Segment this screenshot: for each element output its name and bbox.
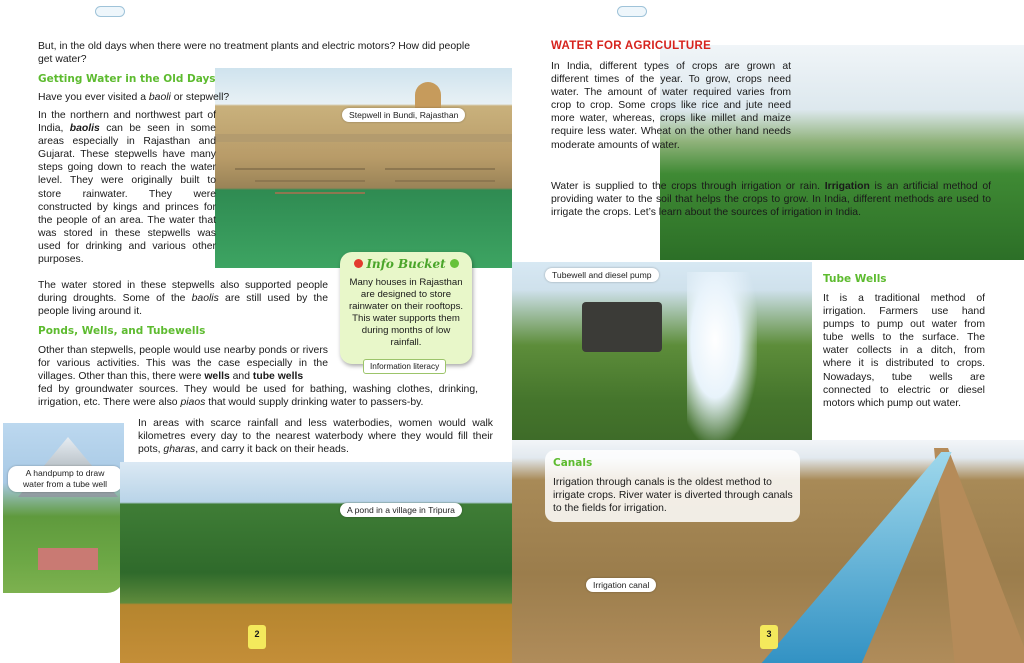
diesel-pump [582, 302, 662, 352]
intro-paragraph: But, in the old days when there were no treatment plants and electric motors? How did people get water? [38, 41, 470, 66]
caption-stepwell: Stepwell in Bundi, Rajasthan [342, 108, 465, 122]
cloud-icon [95, 6, 125, 17]
stepwell-step [385, 168, 495, 170]
cloud-icon [617, 6, 647, 17]
info-tag: Information literacy [363, 359, 446, 374]
heading-old-days: Getting Water in the Old Days [38, 73, 216, 85]
ponds-paragraph: Other than stepwells, people would use nearby ponds or rivers for various activities. This was the case especially in the villages. Other than this, there were wells and tube wells [38, 345, 328, 383]
heading-water-agriculture: WATER FOR AGRICULTURE [551, 40, 712, 52]
page-number: 2 [248, 625, 266, 649]
caption-canal: Irrigation canal [586, 578, 656, 592]
caption-pond: A pond in a village in Tripura [340, 503, 462, 517]
heading-ponds: Ponds, Wells, and Tubewells [38, 325, 206, 337]
heading-canals: Canals [553, 457, 593, 469]
caption-handpump: A handpump to draw water from a tube well [8, 466, 122, 492]
heading-tube-wells: Tube Wells [823, 273, 887, 285]
scarce-paragraph: In areas with scarce rainfall and less waterbodies, women would walk kilometres every day to the nearest waterbody where they would fill their pots, gharas, and carry it back on their heads. [138, 418, 493, 456]
canals-paragraph: Irrigation through canals is the oldest method to irrigate crops. River water is diverted through canals to the fields for irrigation. [553, 477, 793, 515]
baolis-paragraph: In the northern and northwest part of India, baolis can be seen in some areas especially in Rajasthan and Gujarat. These stepwells have many steps going down to reach the water level. They were originally built to store rainwater. They were constructed by kings and princes for the people of an area. The water that was stored in these stepwells was used for drinking and various other purposes. [38, 110, 216, 266]
caption-tubewell: Tubewell and diesel pump [545, 268, 659, 282]
handpump-photo [0, 420, 127, 596]
info-bucket-title: Info Bucket [366, 257, 446, 271]
stepwell-step [395, 180, 495, 182]
ponds-paragraph-cont: fed by groundwater sources. They would be used for bathing, washing clothes, drinking, irrigation, etc. There were also piaos that would supply drinking water to passers-by. [38, 384, 478, 409]
info-bucket-body: Many houses in Rajasthan are designed to store rainwater on their rooftops. This water supports them during months of low rainfall. [348, 277, 464, 348]
stepwell-step [235, 168, 365, 170]
stepwell-step [275, 192, 365, 194]
tubewell-photo [512, 262, 812, 447]
stepwell-wall [215, 134, 512, 142]
water-splash [687, 272, 757, 442]
stepwell-step [255, 180, 365, 182]
temple-dome [415, 82, 441, 108]
droughts-paragraph: The water stored in these stepwells also supported people during droughts. Some of the baolis are still used by the people living around it. [38, 280, 328, 318]
handpump-slab [38, 548, 98, 570]
tube-paragraph: It is a traditional method of irrigation. Farmers use hand pumps to pump out water from tube wells to the surface. The water collects in a ditch, from where it is distributed to crops. Nowadays, tube wells are connected to electric or diesel motors which pump out water. [823, 293, 985, 409]
irrigation-paragraph: Water is supplied to the crops through irrigation or rain. Irrigation is an artificial method of providing water to the soil that helps the crops to grow. In India, different methods are used to irrigate the crops. Let’s learn about the sources of irrigation in India. [551, 181, 991, 219]
pond-photo [120, 462, 512, 663]
baoli-question: Have you ever visited a baoli or stepwell? [38, 92, 230, 103]
page-number: 3 [760, 625, 778, 649]
crops-paragraph: In India, different types of crops are grown at different times of the year. To grow, crops need water. The amount of water required varies from crop to crop. Some crops like rice and jute need more water, whereas, crops like millet and maize require less water. Wheat on the other hand needs moderate amounts of water. [551, 61, 791, 151]
road [892, 448, 1024, 663]
info-bucket [340, 252, 472, 364]
